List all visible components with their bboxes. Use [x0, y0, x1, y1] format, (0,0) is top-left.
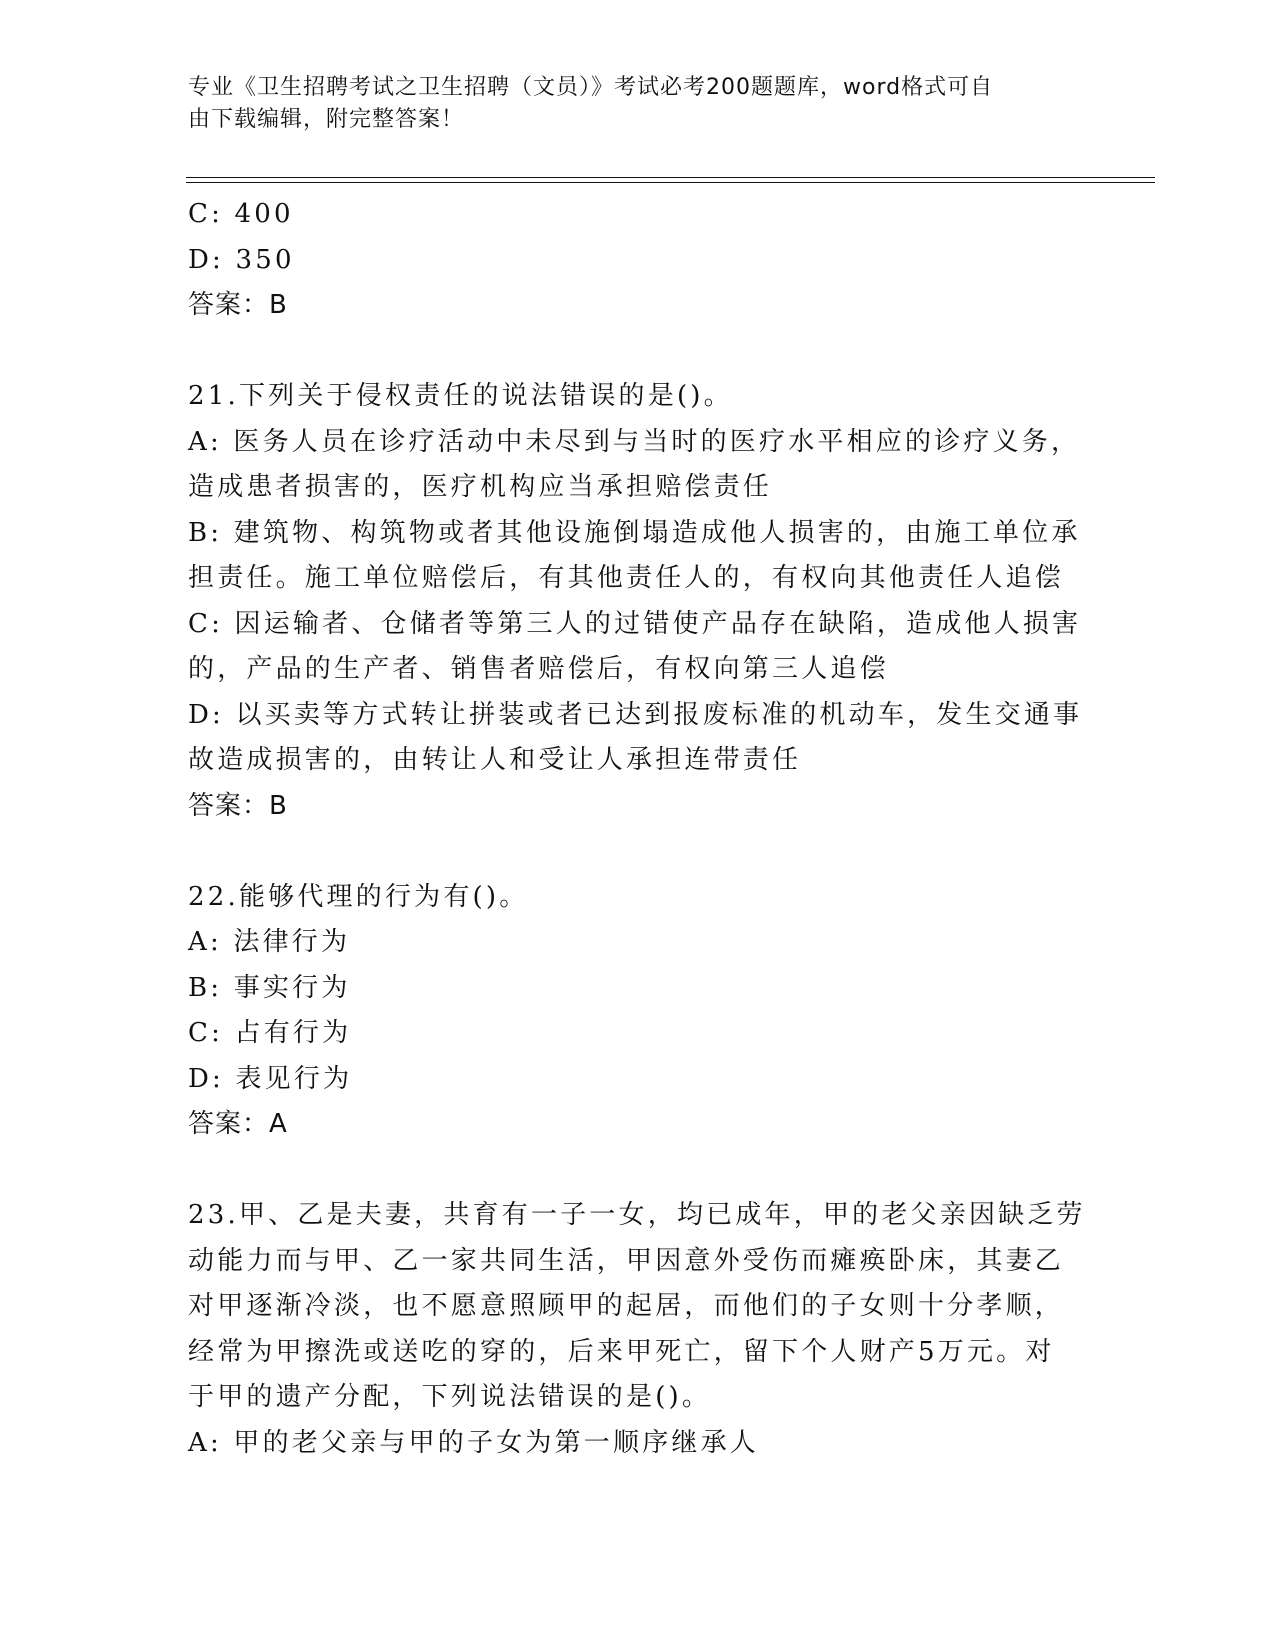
option-line: B: 事实行为	[188, 972, 351, 1003]
option-line: B: 建筑物、构筑物或者其他设施倒塌造成他人损害的，由施工单位承	[188, 517, 1081, 548]
header-rule-bottom	[186, 182, 1155, 183]
option-line: A: 甲的老父亲与甲的子女为第一顺序继承人	[188, 1427, 760, 1458]
question-stem: 22.能够代理的行为有()。	[188, 881, 529, 912]
option-line: 造成患者损害的，医疗机构应当承担赔偿责任	[188, 472, 773, 502]
question-stem: 23.甲、乙是夫妻，共育有一子一女，均已成年，甲的老父亲因缺乏劳	[188, 1200, 1086, 1230]
spacer	[188, 829, 1088, 875]
document-body	[188, 192, 1088, 1466]
option-line: C: 占有行为	[188, 1018, 352, 1048]
option-line: A: 法律行为	[188, 927, 351, 957]
answer-line: 答案：B	[188, 290, 288, 320]
header-line-1: 专业《卫生招聘考试之卫生招聘（文员）》考试必考200题题库，word格式可自	[188, 75, 994, 100]
question-stem: 动能力而与甲、乙一家共同生活，甲因意外受伤而瘫痪卧床，其妻乙	[188, 1245, 1065, 1276]
option-line: D: 以买卖等方式转让拼装或者已达到报废标准的机动车，发生交通事	[188, 699, 1083, 730]
answer-line: 答案：B	[188, 790, 288, 821]
option-line: 故造成损害的，由转让人和受让人承担连带责任	[188, 745, 802, 775]
option-line: D: 表见行为	[188, 1063, 353, 1094]
option-line: 担责任。施工单位赔偿后，有其他责任人的，有权向其他责任人追偿	[188, 563, 1065, 593]
option-line: C: 因运输者、仓储者等第三人的过错使产品存在缺陷，造成他人损害	[188, 608, 1082, 639]
question-22	[188, 875, 1088, 1148]
header-rule-top	[186, 177, 1155, 178]
question-stem: 经常为甲擦洗或送吃的穿的，后来甲死亡，留下个人财产5万元。对	[188, 1336, 1055, 1367]
question-20-tail	[188, 192, 1088, 329]
option-line: C: 400	[188, 199, 294, 229]
option-line: 的，产品的生产者、销售者赔偿后，有权向第三人追偿	[188, 654, 889, 684]
document-header	[188, 72, 1068, 136]
question-21	[188, 374, 1088, 829]
option-line: D: 350	[188, 244, 295, 275]
spacer	[188, 329, 1088, 375]
question-stem: 21.下列关于侵权责任的说法错误的是()。	[188, 381, 733, 411]
question-stem: 对甲逐渐冷淡，也不愿意照顾甲的起居，而他们的子女则十分孝顺，	[188, 1291, 1065, 1321]
question-23	[188, 1193, 1088, 1466]
question-stem: 于甲的遗产分配，下列说法错误的是()。	[188, 1382, 712, 1412]
answer-line: 答案：A	[188, 1109, 288, 1139]
spacer	[188, 1148, 1088, 1194]
header-line-2: 由下载编辑，附完整答案！	[188, 107, 465, 132]
option-line: A: 医务人员在诊疗活动中未尽到与当时的医疗水平相应的诊疗义务，	[188, 426, 1081, 457]
